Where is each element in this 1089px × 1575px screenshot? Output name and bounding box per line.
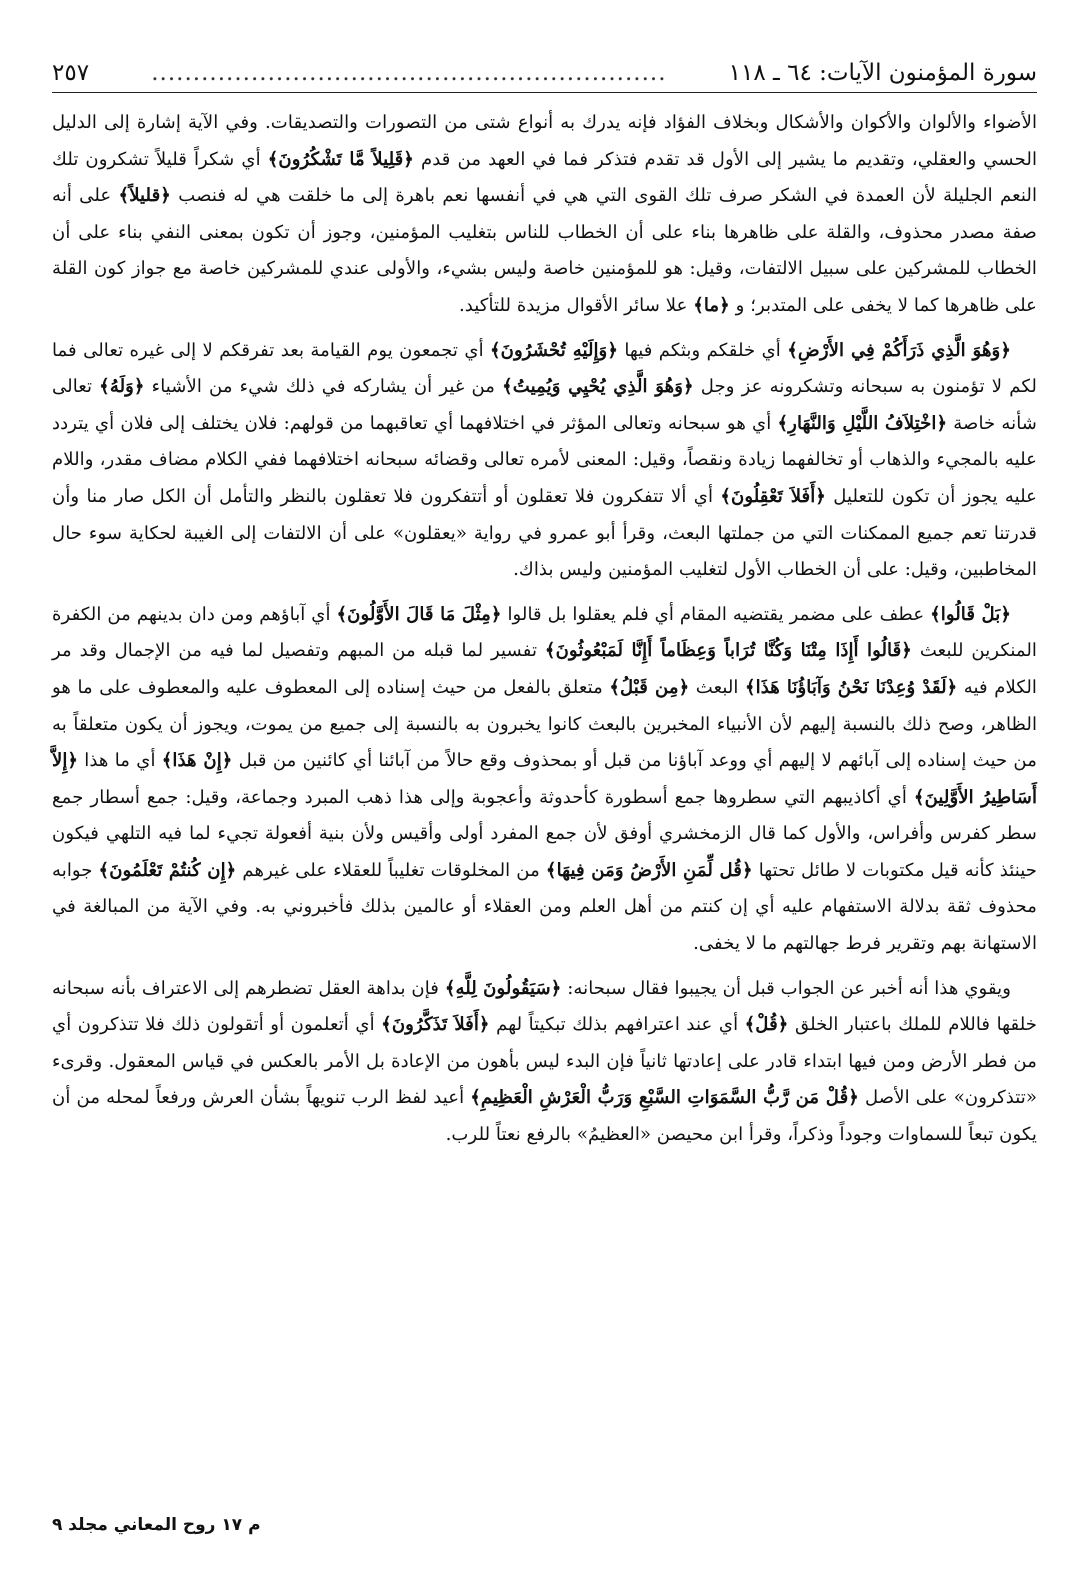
page-number: ٢٥٧ — [52, 60, 90, 86]
quran-verse: ﴿وَإِلَيْهِ تُحْشَرُونَ﴾ — [489, 339, 618, 361]
quran-verse: ﴿قُل لِّمَنِ الأَرْضُ وَمَن فِيهَا﴾ — [545, 859, 753, 881]
quran-verse: ﴿قُلْ مَن رَّبُّ السَّمَوَاتِ السَّبْعِ وَرَبُّ الْعَرْشِ الْعَظِيمِ﴾ — [470, 1087, 859, 1109]
commentary-text: أي أتعلمون أو أتقولون ذلك فلا تتذكرون أي من فطر الأرض ومن فيها ابتداء قادر على إعادتها ثانياً فإن البدء ليس بأهون من الإعادة بل الأمر بالعكس في قياس المعقول. وقرىء «تتذكرون» على الأصل — [52, 1014, 1037, 1109]
commentary-text: أي عند اعترافهم بذلك تبكيتاً لهم — [489, 1014, 745, 1036]
commentary-text: أي شكراً قليلاً تشكرون تلك النعم الجليلة لأن العمدة في الشكر صرف تلك القوى التي هي في أنفسها نعم باهرة إلى ما خلقت هي له فنصب — [52, 148, 1037, 207]
commentary-text: على أنه صفة مصدر محذوف، والقلة على ظاهرها بناء على أن الخطاب للناس بتغليب المؤمنين، وجوز أن تكون بمعنى النفي بناء على أن الخطاب للمشركين على سبيل الالتفات، وقيل: هو للمؤمنين خاصة وليس بشيء، والأولى عندي للمشركين خاصة مع جواز كون القلة على ظاهرها كما لا يخفى على المتدبر؛ و — [52, 185, 1037, 316]
running-header — [52, 58, 1037, 93]
quran-verse: ﴿أَفَلاَ تَعْقِلُونَ﴾ — [720, 485, 826, 507]
commentary-text: الأضواء والألوان والأكوان والأشكال وبخلاف الفؤاد فإنه يدرك به أنواع شتى من التصورات والتصديقات. وفي الآية إشارة إلى الدليل الحسي والعقلي، وتقديم ما يشير إلى الأول قد تقدم فتذكر فما في العهد من قدم — [52, 112, 1037, 170]
quran-verse: ﴿لَقَدْ وُعِدْنَا نَحْنُ وَآبَاؤُنَا هَذَا﴾ — [745, 676, 958, 698]
quran-verse: ﴿إِنْ هَذَا﴾ — [161, 750, 233, 772]
commentary-text: جوابه محذوف ثقة بدلالة الاستفهام عليه أي إن كنتم من أهل العلم ومن العقلاء أو عالمين بذلك فأخبروني به. وفي الآية من المبالغة في الاستهانة بهم وتقرير فرط جهالتهم ما لا يخفى. — [52, 859, 1037, 955]
body-text — [48, 105, 1041, 1154]
commentary-text: أي خلقكم وبثكم فيها — [618, 339, 788, 361]
header-title: سورة المؤمنون الآيات: ٦٤ ـ ١١٨ — [728, 60, 1037, 86]
quran-verse: ﴿قَلِيلاً مَّا تَشْكُرُونَ﴾ — [267, 148, 414, 170]
commentary-text: متعلق بالفعل من حيث إسناده إلى المعطوف عليه والمعطوف على ما هو الظاهر، وصح ذلك بالنسبة إليهم لأن الأنبياء المخبرين بالبعث كانوا يخبرون به بالنسبة إلى جميع من يموت، ويجوز أن يكون متعلقاً به من حيث إسناده إلى آبائهم لا إليهم أي ووعد آباؤنا من قبل أو بمحذوف وقع حالاً من آبائنا أي كائنين من قبل — [52, 676, 1037, 772]
quran-verse: ﴿وَهُوَ الَّذِي يُحْيِي وَيُمِيتُ﴾ — [502, 376, 694, 398]
quran-verse: ﴿أَفَلاَ تَذَكَّرُونَ﴾ — [381, 1014, 490, 1036]
commentary-text: أعيد لفظ الرب تنويهاً بشأن العرش ورفعاً لمحله من أن يكون تبعاً للسماوات وجوداً وذكراً، وقرأ ابن محيصن «العظيمُ» بالرفع نعتاً للرب. — [52, 1087, 1037, 1146]
commentary-text: عطف على مضمر يقتضيه المقام أي فلم يعقلوا بل قالوا — [501, 603, 931, 625]
quran-verse: ﴿بَلْ قَالُوا﴾ — [930, 603, 1011, 625]
quran-verse: ﴿قليلاً﴾ — [118, 185, 171, 207]
commentary-text: علا سائر الأقوال مزيدة للتأكيد. — [458, 294, 694, 316]
quran-verse: ﴿مِن قَبْلُ﴾ — [609, 676, 690, 698]
paragraph — [52, 597, 1037, 963]
quran-verse: ﴿إِلاَّ أَسَاطِيرُ الأَوَّلِينَ﴾ — [52, 750, 1037, 808]
paragraph — [52, 971, 1037, 1154]
commentary-text: البعث — [689, 676, 745, 698]
quran-verse: ﴿قَالُوا أَإِذَا مِتْنَا وَكُنَّا تُرَاباً وَعِظَاماً أَإِنَّا لَمَبْعُوثُونَ﴾ — [544, 640, 912, 662]
commentary-text: أي آباؤهم ومن دان بدينهم من الكفرة المنكرين للبعث — [52, 603, 1037, 662]
paragraph — [52, 105, 1037, 325]
quran-verse: ﴿ما﴾ — [693, 294, 730, 316]
commentary-text: أي ما هذا — [78, 750, 162, 772]
commentary-text: من المخلوقات تغليباً للعقلاء على غيرهم — [236, 859, 546, 881]
commentary-text: أي هو سبحانه وتعالى المؤثر في اختلافهما أي تعاقبهما من قولهم: فلان يختلف إلى فلان أي يتردد عليه بالمجيء والذهاب أو تخالفهما زيادة ونقصاً، وقيل: المعنى لأمره تعالى وقضائه سبحانه اختلافهما ففي الكلام مضاف مقدر، واللام عليه يجوز أن تكون للتعليل — [52, 412, 1037, 507]
signature-mark: م ١٧ روح المعاني مجلد ٩ — [52, 1515, 261, 1535]
commentary-text: ويقوي هذا أنه أخبر عن الجواب قبل أن يجيبوا فقال سبحانه: — [561, 977, 1011, 999]
commentary-text: تفسير لما قبله من المبهم وتفصيل لما فيه من الإجمال وقد مر الكلام فيه — [52, 640, 1037, 698]
paragraph — [52, 333, 1037, 589]
quran-verse: ﴿مِثْلَ مَا قَالَ الأَوَّلُونَ﴾ — [336, 603, 502, 625]
commentary-text: تعالى شأنه خاصة — [52, 376, 1037, 434]
commentary-text: من غير أن يشاركه في ذلك شيء من الأشياء — [144, 376, 503, 398]
quran-verse: ﴿اخْتِلاَفُ اللَّيْلِ وَالنَّهَارِ﴾ — [777, 412, 948, 434]
commentary-text: أي ألا تتفكرون فلا تعقلون أو أتتفكرون فلا تعقلون بالنظر والتأمل أن الكل صار منا وأن قدرتنا تعم جميع الممكنات التي من جملتها البعث، وقرأ أبو عمرو في رواية «يعقلون» على أن الالتفات إلى الغيبة لحكاية سوء حال المخاطبين، وقيل: على أن الخطاب الأول لتغليب المؤمنين وليس بذاك. — [52, 485, 1037, 581]
quran-verse: ﴿سَيَقُولُونَ لِلَّهِ﴾ — [444, 977, 562, 999]
quran-verse: ﴿إِن كُنتُمْ تَعْلَمُونَ﴾ — [98, 859, 237, 881]
commentary-text: فإن بداهة العقل تضطرهم إلى الاعتراف بأنه سبحانه خلقها فاللام للملك باعتبار الخلق — [52, 977, 1037, 1036]
quran-verse: ﴿وَهُوَ الَّذِي ذَرَأَكُمْ فِي الأَرْضِ﴾ — [787, 339, 1011, 361]
header-leader-dots: .............................................................. — [151, 60, 667, 86]
commentary-text: أي تجمعون يوم القيامة بعد تفرقكم لا إلى غيره تعالى فما لكم لا تؤمنون به سبحانه وتشكرونه عز وجل — [52, 339, 1037, 398]
quran-verse: ﴿وَلَهُ﴾ — [99, 376, 145, 398]
commentary-text: أي أكاذيبهم التي سطروها جمع أسطورة كأحدوثة وأعجوبة وإلى هذا ذهب المبرد وجماعة، وقيل: جمع أسطار جمع سطر كفرس وأفراس، والأول كما قال الزمخشري أوفق لأن جمع المفرد أولى وأقيس ولأن بنية أفعولة تجيء لما فيه التلهي فيكون حينئذ كأنه قيل مكتوبات لا طائل تحتها — [52, 786, 1038, 881]
quran-verse: ﴿قُلْ﴾ — [744, 1014, 789, 1036]
